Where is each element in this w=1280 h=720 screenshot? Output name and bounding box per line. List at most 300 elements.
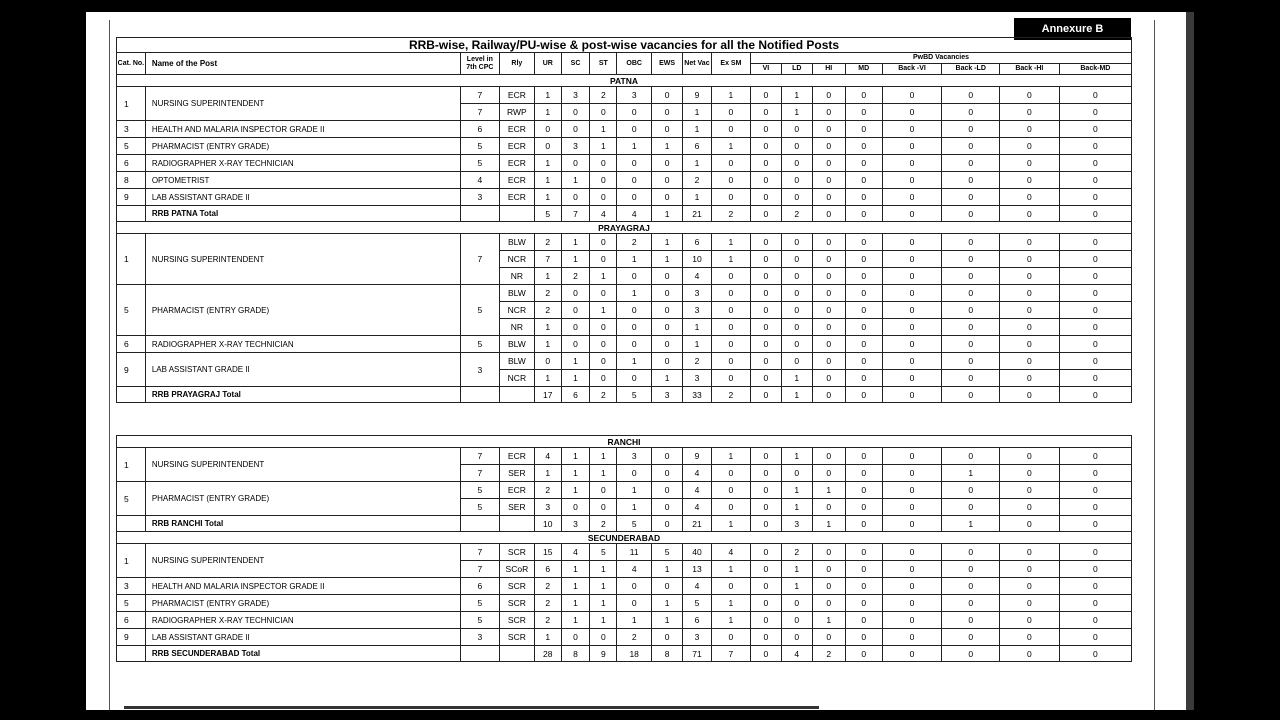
cat-no: 1 — [117, 544, 146, 578]
value-cell: 0 — [750, 482, 781, 499]
total-level-cell — [460, 206, 499, 222]
value-cell: 1 — [711, 234, 750, 251]
level: 5 — [460, 336, 499, 353]
value-cell: 2 — [534, 285, 561, 302]
value-cell: 0 — [882, 370, 942, 387]
total-value: 1 — [711, 516, 750, 532]
total-value: 0 — [750, 646, 781, 662]
value-cell: 0 — [882, 561, 942, 578]
section-name: PRAYAGRAJ — [117, 222, 1132, 234]
value-cell: 0 — [750, 155, 781, 172]
col-header: Ex SM — [711, 53, 750, 75]
value-cell: 0 — [711, 104, 750, 121]
pwbd-group-header: PwBD Vacancies — [750, 53, 1131, 64]
value-cell: 0 — [1059, 465, 1131, 482]
value-cell: 0 — [617, 370, 652, 387]
value-cell: 6 — [534, 561, 561, 578]
cat-no: 5 — [117, 285, 146, 336]
value-cell: 0 — [845, 370, 882, 387]
total-value: 0 — [845, 516, 882, 532]
level: 5 — [460, 612, 499, 629]
total-value: 71 — [683, 646, 712, 662]
value-cell: 0 — [781, 268, 812, 285]
value-cell: 0 — [561, 629, 590, 646]
total-value: 0 — [845, 206, 882, 222]
total-row — [117, 387, 1132, 403]
table-row — [117, 155, 1132, 172]
total-value: 0 — [882, 387, 942, 403]
value-cell: 0 — [882, 482, 942, 499]
value-cell: 1 — [781, 561, 812, 578]
value-cell: 1 — [561, 370, 590, 387]
value-cell: 1 — [561, 353, 590, 370]
value-cell: 0 — [812, 285, 845, 302]
value-cell: 0 — [942, 155, 1000, 172]
value-cell: 0 — [590, 336, 617, 353]
value-cell: 0 — [617, 302, 652, 319]
post-name: NURSING SUPERINTENDENT — [145, 448, 460, 482]
cat-no: 3 — [117, 578, 146, 595]
total-level-cell — [460, 646, 499, 662]
value-cell: 1 — [652, 234, 683, 251]
value-cell: 0 — [750, 370, 781, 387]
value-cell: 0 — [942, 370, 1000, 387]
value-cell: 0 — [812, 234, 845, 251]
value-cell: 0 — [561, 104, 590, 121]
vacancy-table — [116, 37, 1132, 662]
value-cell: 0 — [590, 319, 617, 336]
value-cell: 0 — [781, 138, 812, 155]
value-cell: 1 — [942, 465, 1000, 482]
total-value: 17 — [534, 387, 561, 403]
value-cell: 0 — [1000, 353, 1060, 370]
value-cell: 0 — [845, 285, 882, 302]
value-cell: 0 — [942, 189, 1000, 206]
total-label: RRB SECUNDERABAD Total — [145, 646, 460, 662]
value-cell: 1 — [711, 138, 750, 155]
railway: ECR — [499, 189, 534, 206]
total-row — [117, 516, 1132, 532]
value-cell: 2 — [683, 353, 712, 370]
value-cell: 4 — [683, 482, 712, 499]
table-row — [117, 172, 1132, 189]
value-cell: 0 — [1059, 155, 1131, 172]
value-cell: 0 — [534, 138, 561, 155]
total-value: 0 — [845, 646, 882, 662]
total-value: 0 — [1059, 516, 1131, 532]
value-cell: 0 — [845, 302, 882, 319]
value-cell: 3 — [683, 302, 712, 319]
value-cell: 0 — [942, 629, 1000, 646]
value-cell: 0 — [1000, 370, 1060, 387]
total-value: 0 — [882, 206, 942, 222]
value-cell: 1 — [590, 578, 617, 595]
value-cell: 1 — [590, 561, 617, 578]
value-cell: 0 — [882, 499, 942, 516]
value-cell: 0 — [845, 612, 882, 629]
total-value: 0 — [1059, 646, 1131, 662]
value-cell: 2 — [590, 87, 617, 104]
table-row — [117, 629, 1132, 646]
total-value: 1 — [812, 516, 845, 532]
value-cell: 1 — [652, 595, 683, 612]
value-cell: 0 — [590, 172, 617, 189]
value-cell: 2 — [534, 578, 561, 595]
page-edge — [1186, 12, 1194, 710]
value-cell: 0 — [1000, 448, 1060, 465]
value-cell: 1 — [652, 138, 683, 155]
value-cell: 0 — [750, 319, 781, 336]
value-cell: 0 — [812, 189, 845, 206]
value-cell: 0 — [590, 104, 617, 121]
value-cell: 0 — [812, 87, 845, 104]
total-value: 21 — [683, 206, 712, 222]
section-header-row — [117, 222, 1132, 234]
value-cell: 0 — [882, 319, 942, 336]
value-cell: 6 — [683, 612, 712, 629]
value-cell: 0 — [845, 172, 882, 189]
value-cell: 0 — [590, 482, 617, 499]
value-cell: 0 — [812, 319, 845, 336]
value-cell: 0 — [882, 595, 942, 612]
table-row — [117, 448, 1132, 465]
level: 7 — [460, 544, 499, 561]
post-name: HEALTH AND MALARIA INSPECTOR GRADE II — [145, 578, 460, 595]
value-cell: 1 — [711, 251, 750, 268]
cat-no: 8 — [117, 172, 146, 189]
value-cell: 0 — [561, 189, 590, 206]
value-cell: 1 — [617, 138, 652, 155]
value-cell: 1 — [683, 155, 712, 172]
page-bottom-edge — [124, 706, 819, 709]
value-cell: 0 — [845, 629, 882, 646]
total-value: 0 — [812, 387, 845, 403]
table-row — [117, 612, 1132, 629]
col-header: Back -HI — [1000, 64, 1060, 75]
value-cell: 1 — [652, 251, 683, 268]
col-header: ST — [590, 53, 617, 75]
value-cell: 0 — [812, 578, 845, 595]
value-cell: 0 — [1000, 561, 1060, 578]
value-cell: 0 — [711, 353, 750, 370]
total-value: 0 — [882, 516, 942, 532]
total-value: 0 — [845, 387, 882, 403]
value-cell: 0 — [750, 234, 781, 251]
value-cell: 0 — [617, 172, 652, 189]
total-value: 0 — [1000, 387, 1060, 403]
value-cell: 0 — [711, 285, 750, 302]
level: 5 — [460, 285, 499, 336]
col-header: Back-MD — [1059, 64, 1131, 75]
value-cell: 0 — [812, 595, 845, 612]
value-cell: 0 — [781, 302, 812, 319]
value-cell: 15 — [534, 544, 561, 561]
total-value: 0 — [1000, 516, 1060, 532]
value-cell: 1 — [652, 612, 683, 629]
value-cell: 0 — [617, 189, 652, 206]
railway: SER — [499, 465, 534, 482]
value-cell: 0 — [1059, 353, 1131, 370]
value-cell: 0 — [1059, 234, 1131, 251]
value-cell: 1 — [683, 336, 712, 353]
value-cell: 0 — [652, 336, 683, 353]
value-cell: 1 — [534, 336, 561, 353]
value-cell: 0 — [750, 465, 781, 482]
value-cell: 0 — [812, 336, 845, 353]
value-cell: 0 — [781, 121, 812, 138]
cat-no: 6 — [117, 155, 146, 172]
cat-no: 9 — [117, 189, 146, 206]
cat-no: 1 — [117, 234, 146, 285]
value-cell: 0 — [882, 268, 942, 285]
value-cell: 0 — [781, 319, 812, 336]
value-cell: 0 — [845, 87, 882, 104]
level: 5 — [460, 138, 499, 155]
value-cell: 1 — [711, 448, 750, 465]
value-cell: 3 — [617, 448, 652, 465]
value-cell: 0 — [845, 138, 882, 155]
value-cell: 0 — [1000, 319, 1060, 336]
value-cell: 0 — [590, 499, 617, 516]
total-value: 2 — [812, 646, 845, 662]
value-cell: 0 — [845, 104, 882, 121]
railway: ECR — [499, 448, 534, 465]
value-cell: 0 — [882, 353, 942, 370]
value-cell: 0 — [750, 612, 781, 629]
value-cell: 0 — [652, 319, 683, 336]
value-cell: 0 — [617, 578, 652, 595]
value-cell: 0 — [942, 448, 1000, 465]
table-row — [117, 336, 1132, 353]
section-name: PATNA — [117, 75, 1132, 87]
value-cell: 2 — [534, 302, 561, 319]
value-cell: 1 — [561, 234, 590, 251]
railway: SCR — [499, 578, 534, 595]
value-cell: 0 — [845, 353, 882, 370]
value-cell: 4 — [683, 499, 712, 516]
value-cell: 1 — [652, 561, 683, 578]
value-cell: 0 — [750, 544, 781, 561]
value-cell: 3 — [683, 370, 712, 387]
value-cell: 0 — [561, 319, 590, 336]
value-cell: 1 — [590, 121, 617, 138]
value-cell: 1 — [561, 448, 590, 465]
total-value: 6 — [561, 387, 590, 403]
value-cell: 0 — [812, 138, 845, 155]
value-cell: 0 — [617, 336, 652, 353]
value-cell: 0 — [845, 234, 882, 251]
railway: SCR — [499, 595, 534, 612]
value-cell: 0 — [845, 336, 882, 353]
value-cell: 0 — [1059, 121, 1131, 138]
value-cell: 6 — [683, 138, 712, 155]
total-value: 4 — [617, 206, 652, 222]
col-post: Name of the Post — [145, 53, 460, 75]
col-header: Back -VI — [882, 64, 942, 75]
value-cell: 0 — [942, 251, 1000, 268]
value-cell: 1 — [781, 482, 812, 499]
value-cell: 0 — [781, 189, 812, 206]
value-cell: 0 — [1059, 482, 1131, 499]
total-value: 0 — [812, 206, 845, 222]
value-cell: 1 — [590, 612, 617, 629]
value-cell: 0 — [882, 285, 942, 302]
total-value: 0 — [750, 516, 781, 532]
value-cell: 0 — [882, 302, 942, 319]
value-cell: 0 — [942, 336, 1000, 353]
value-cell: 1 — [617, 353, 652, 370]
cat-no: 6 — [117, 336, 146, 353]
value-cell: 0 — [561, 302, 590, 319]
value-cell: 2 — [561, 268, 590, 285]
value-cell: 0 — [1059, 595, 1131, 612]
value-cell: 0 — [1000, 499, 1060, 516]
total-value: 0 — [1000, 646, 1060, 662]
value-cell: 0 — [882, 189, 942, 206]
value-cell: 0 — [561, 336, 590, 353]
total-value: 0 — [1059, 387, 1131, 403]
value-cell: 1 — [781, 87, 812, 104]
cat-no: 3 — [117, 121, 146, 138]
value-cell: 0 — [711, 155, 750, 172]
value-cell: 0 — [1000, 302, 1060, 319]
value-cell: 0 — [750, 629, 781, 646]
total-rly-cell — [499, 646, 534, 662]
value-cell: 1 — [781, 448, 812, 465]
table-row — [117, 285, 1132, 302]
col-cat-no: Cat. No. — [117, 53, 146, 75]
value-cell: 0 — [942, 138, 1000, 155]
total-cat-cell — [117, 206, 146, 222]
railway: BLW — [499, 234, 534, 251]
railway: ECR — [499, 155, 534, 172]
value-cell: 0 — [617, 268, 652, 285]
total-rly-cell — [499, 516, 534, 532]
value-cell: 0 — [781, 353, 812, 370]
value-cell: 2 — [617, 629, 652, 646]
value-cell: 0 — [652, 353, 683, 370]
value-cell: 0 — [781, 155, 812, 172]
value-cell: 0 — [652, 121, 683, 138]
value-cell: 0 — [845, 189, 882, 206]
annexure-label: Annexure B — [1014, 18, 1131, 40]
value-cell: 0 — [845, 578, 882, 595]
post-name: LAB ASSISTANT GRADE II — [145, 629, 460, 646]
value-cell: 0 — [1059, 251, 1131, 268]
value-cell: 0 — [750, 268, 781, 285]
railway: ECR — [499, 482, 534, 499]
value-cell: 10 — [683, 251, 712, 268]
cat-no: 1 — [117, 448, 146, 482]
total-value: 0 — [750, 206, 781, 222]
railway: SER — [499, 499, 534, 516]
total-row — [117, 646, 1132, 662]
railway: NCR — [499, 370, 534, 387]
value-cell: 0 — [1000, 155, 1060, 172]
post-name: OPTOMETRIST — [145, 172, 460, 189]
value-cell: 0 — [882, 251, 942, 268]
cat-no: 5 — [117, 138, 146, 155]
value-cell: 1 — [617, 612, 652, 629]
value-cell: 0 — [845, 465, 882, 482]
value-cell: 1 — [617, 285, 652, 302]
railway: BLW — [499, 353, 534, 370]
value-cell: 1 — [781, 499, 812, 516]
value-cell: 1 — [683, 104, 712, 121]
value-cell: 0 — [882, 448, 942, 465]
value-cell: 0 — [561, 155, 590, 172]
value-cell: 2 — [534, 595, 561, 612]
railway: NCR — [499, 302, 534, 319]
total-value: 5 — [617, 387, 652, 403]
value-cell: 0 — [882, 104, 942, 121]
total-value: 0 — [942, 387, 1000, 403]
value-cell: 0 — [812, 629, 845, 646]
value-cell: 0 — [1000, 138, 1060, 155]
value-cell: 1 — [590, 465, 617, 482]
value-cell: 0 — [590, 155, 617, 172]
value-cell: 0 — [845, 448, 882, 465]
col-header: HI — [812, 64, 845, 75]
total-value: 1 — [942, 516, 1000, 532]
value-cell: 0 — [812, 465, 845, 482]
total-value: 18 — [617, 646, 652, 662]
value-cell: 0 — [812, 302, 845, 319]
value-cell: 0 — [1000, 87, 1060, 104]
total-value: 8 — [561, 646, 590, 662]
value-cell: 1 — [711, 87, 750, 104]
value-cell: 0 — [1059, 578, 1131, 595]
value-cell: 0 — [750, 251, 781, 268]
col-header: OBC — [617, 53, 652, 75]
value-cell: 0 — [590, 234, 617, 251]
value-cell: 0 — [561, 499, 590, 516]
value-cell: 0 — [1059, 104, 1131, 121]
total-level-cell — [460, 516, 499, 532]
cat-no: 6 — [117, 612, 146, 629]
value-cell: 0 — [711, 121, 750, 138]
value-cell: 0 — [1000, 285, 1060, 302]
value-cell: 0 — [882, 138, 942, 155]
value-cell: 0 — [882, 544, 942, 561]
value-cell: 4 — [683, 465, 712, 482]
value-cell: 0 — [845, 499, 882, 516]
value-cell: 0 — [942, 544, 1000, 561]
value-cell: 0 — [711, 336, 750, 353]
post-name: LAB ASSISTANT GRADE II — [145, 189, 460, 206]
value-cell: 0 — [942, 302, 1000, 319]
value-cell: 4 — [683, 578, 712, 595]
value-cell: 0 — [942, 561, 1000, 578]
value-cell: 0 — [652, 285, 683, 302]
section-name: RANCHI — [117, 436, 1132, 448]
value-cell: 5 — [652, 544, 683, 561]
value-cell: 0 — [1000, 482, 1060, 499]
value-cell: 0 — [652, 578, 683, 595]
section-header-row — [117, 75, 1132, 87]
value-cell: 0 — [561, 121, 590, 138]
railway: SCR — [499, 544, 534, 561]
value-cell: 0 — [652, 448, 683, 465]
value-cell: 0 — [750, 578, 781, 595]
total-value: 8 — [652, 646, 683, 662]
value-cell: 0 — [1059, 448, 1131, 465]
value-cell: 0 — [812, 251, 845, 268]
railway: SCR — [499, 612, 534, 629]
value-cell: 0 — [1000, 612, 1060, 629]
value-cell: 0 — [590, 189, 617, 206]
value-cell: 0 — [652, 482, 683, 499]
